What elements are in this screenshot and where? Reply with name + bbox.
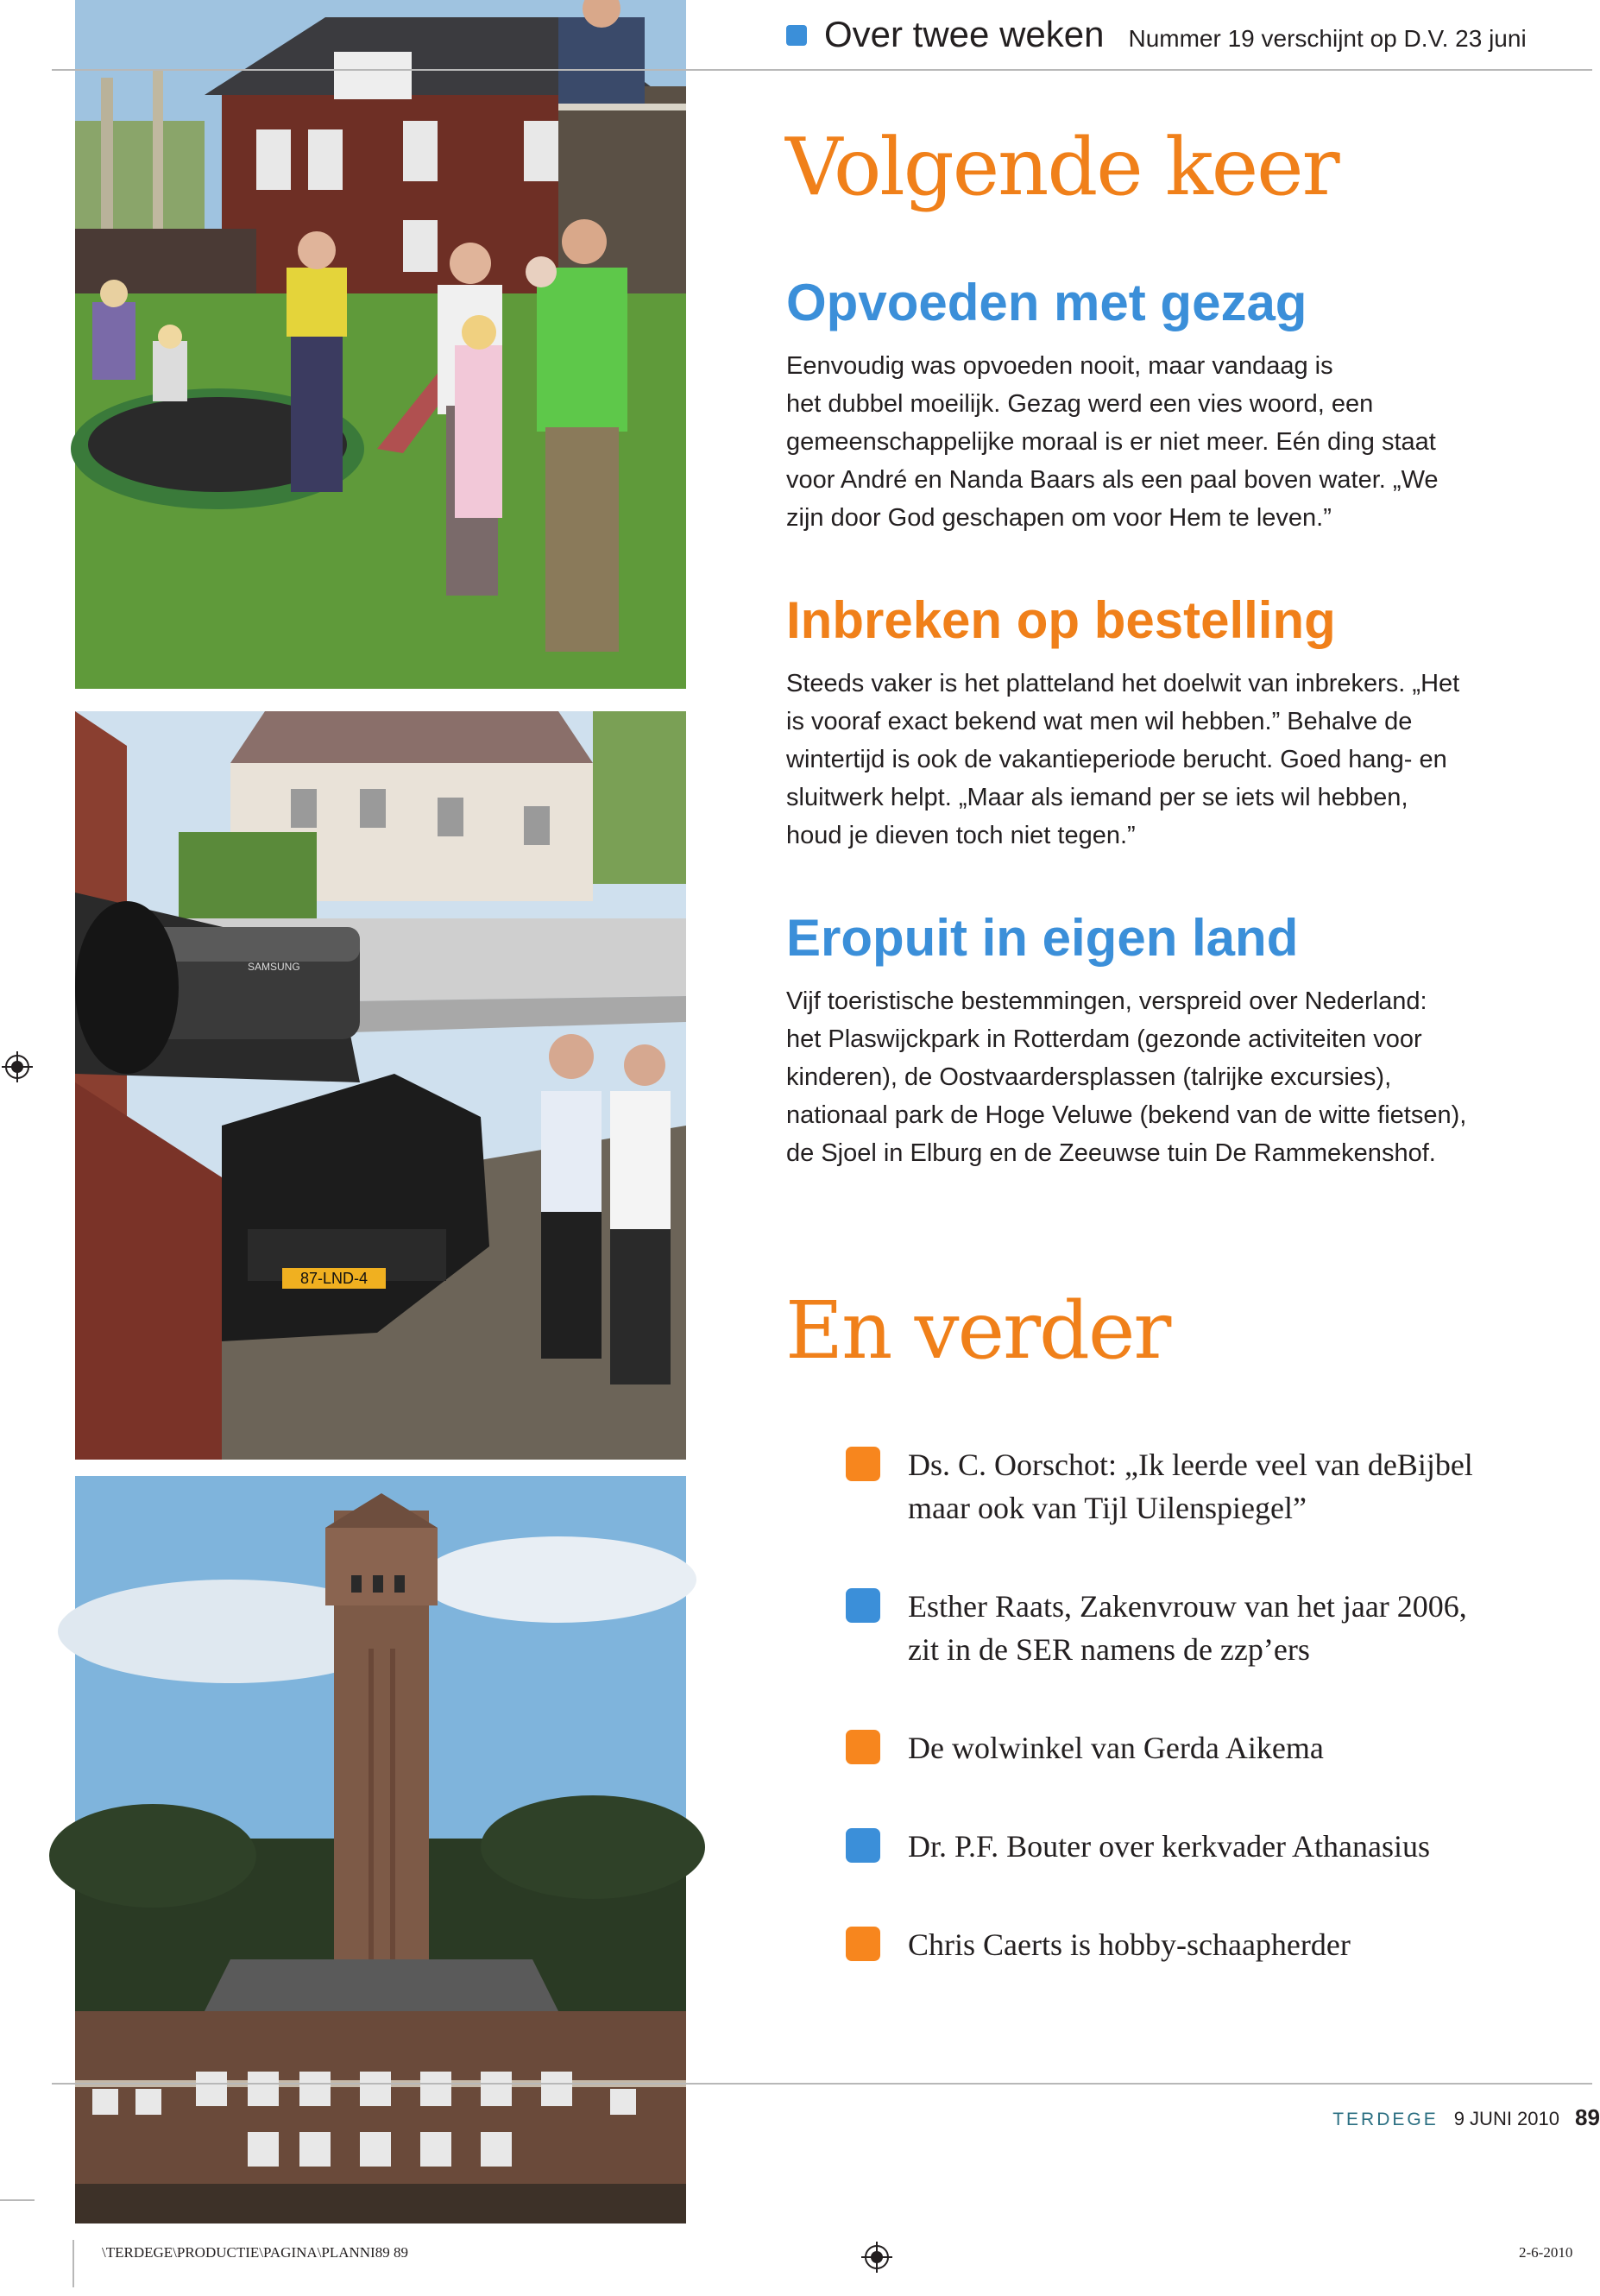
left-crop-rule bbox=[0, 2199, 35, 2201]
list-item: Ds. C. Oorschot: „Ik leerde veel van deBijbel maar ook van Tijl Uilenspiegel” bbox=[846, 1443, 1529, 1530]
registration-mark-icon bbox=[2, 1051, 33, 1082]
article-title: Inbreken op bestelling bbox=[786, 591, 1336, 649]
page-number: 89 bbox=[1575, 2104, 1600, 2130]
article-opvoeden bbox=[786, 274, 1520, 537]
article-body: Eenvoudig was opvoeden nooit, maar vandaag is het dubbel moeilijk. Gezag werd een vies woord, een gemeenschappelijke moraal is er niet meer. Eén ding staat voor André en Nanda Baars als een paal boven water. „We zijn door God geschapen om voor Hem te leven.” bbox=[786, 352, 1439, 532]
further-heading: En verder bbox=[785, 1284, 1170, 1377]
slug-date: 2-6-2010 bbox=[1519, 2244, 1573, 2261]
article-body: Vijf toeristische bestemmingen, verspreid over Nederland: het Plaswijckpark in Rotterdam (gezonde activiteiten voor kinderen), de Oostvaardersplassen (talrijke excursies), nationaal park de Hoge Veluwe (bekend van de witte fietsen), de Sjoel in Elburg en de Zeeuwse tuin De Rammekenshof. bbox=[786, 987, 1467, 1167]
issue-date: 9 JUNI 2010 bbox=[1453, 2108, 1559, 2129]
family-photo bbox=[75, 0, 686, 689]
camera-brand: SAMSUNG bbox=[248, 961, 300, 973]
left-crop-vert bbox=[72, 2240, 74, 2287]
list-item: Chris Caerts is hobby-schaapherder bbox=[846, 1923, 1529, 1966]
page-footer bbox=[1332, 2104, 1600, 2131]
article-title: Opvoeden met gezag bbox=[786, 274, 1307, 331]
article-inbreken bbox=[786, 592, 1520, 855]
list-item: Dr. P.F. Bouter over kerkvader Athanasius bbox=[846, 1825, 1529, 1868]
strap-square-icon bbox=[786, 25, 807, 46]
orange-square-icon bbox=[846, 1730, 880, 1764]
orange-square-icon bbox=[846, 1447, 880, 1481]
top-rule bbox=[52, 69, 1592, 71]
article-eropuit bbox=[786, 910, 1520, 1172]
magazine-name: TERDEGE bbox=[1332, 2110, 1439, 2129]
security-camera-photo bbox=[75, 711, 686, 1460]
bottom-rule bbox=[52, 2083, 1592, 2085]
article-title: Eropuit in eigen land bbox=[786, 909, 1299, 967]
blue-square-icon bbox=[846, 1588, 880, 1623]
tower-building-photo bbox=[75, 1476, 686, 2223]
list-item: Esther Raats, Zakenvrouw van het jaar 2006, zit in de SER namens de zzp’ers bbox=[846, 1585, 1529, 1671]
next-time-heading: Volgende keer bbox=[785, 121, 1339, 213]
article-body: Steeds vaker is het platteland het doelwit van inbrekers. „Het is vooraf exact bekend wat men wil hebben.” Behalve de wintertijd is ook de vakantieperiode berucht. Goed hang- en sluitwerk helpt. „Maar als iemand per se iets wil hebben, houd je dieven toch niet tegen.” bbox=[786, 670, 1460, 849]
registration-mark-icon bbox=[861, 2242, 892, 2273]
blue-square-icon bbox=[846, 1828, 880, 1863]
strap bbox=[786, 14, 1527, 57]
list-item: De wolwinkel van Gerda Aikema bbox=[846, 1726, 1529, 1769]
strap-label: Over twee weken bbox=[824, 14, 1105, 54]
slug-path: \TERDEGE\PRODUCTIE\PAGINA\PLANNI89 89 bbox=[102, 2244, 408, 2261]
license-plate: 87-LND-4 bbox=[299, 1270, 369, 1287]
orange-square-icon bbox=[846, 1927, 880, 1961]
issue-note: Nummer 19 verschijnt op D.V. 23 juni bbox=[1128, 25, 1527, 52]
